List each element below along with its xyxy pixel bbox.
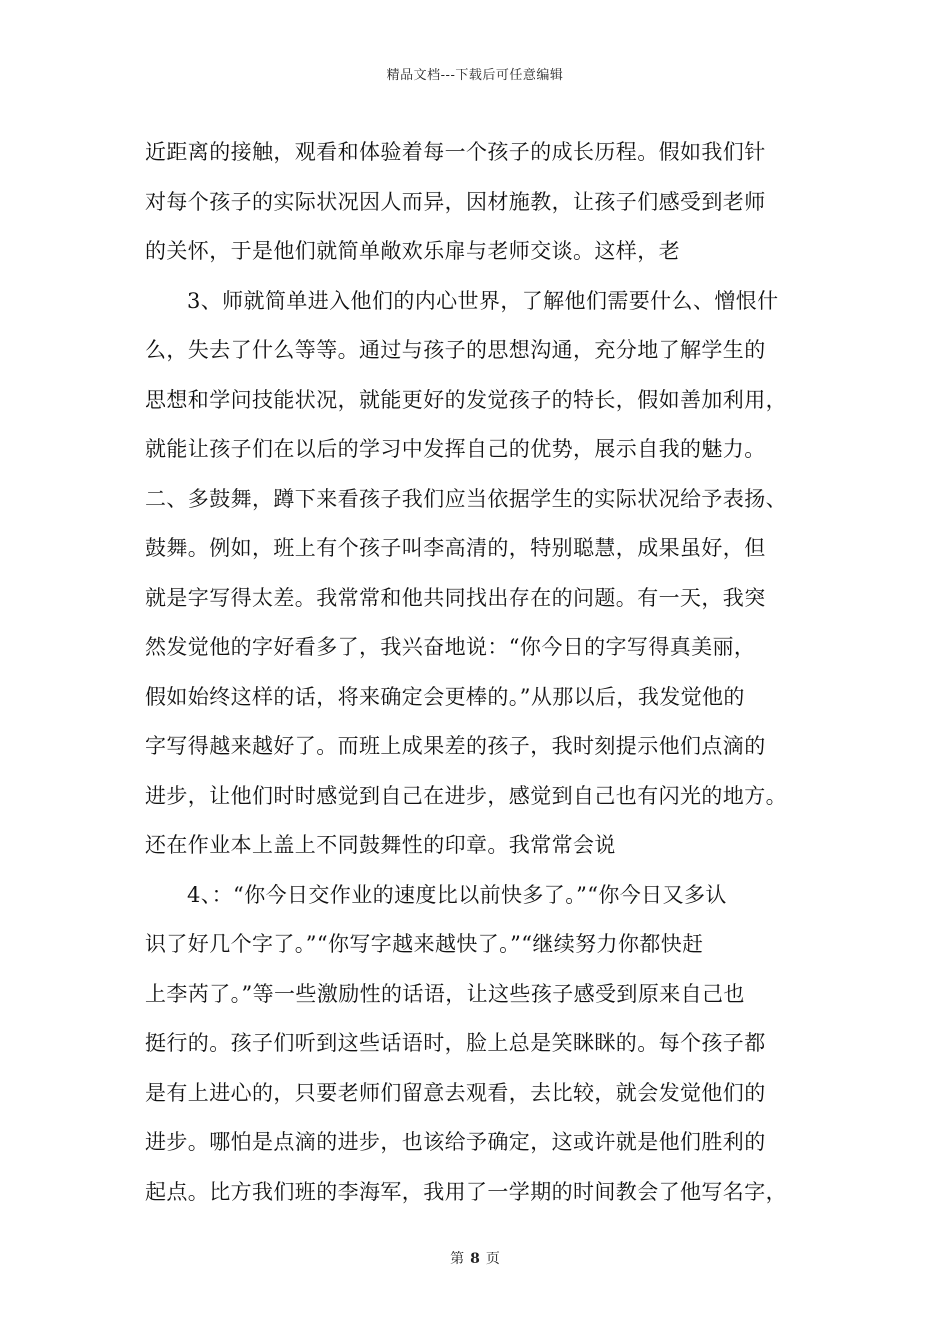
text-line: 进步。哪怕是点滴的进步，也该给予确定，这或许就是他们胜利的 — [145, 1130, 766, 1154]
text-line: 假如始终这样的话，将来确定会更棒的。”从那以后，我发觉他的 — [145, 684, 745, 709]
text-line: 识了好几个字了。”“你写字越来越快了。”“继续努力你都快赶 — [145, 932, 704, 956]
text-line: 么，失去了什么等等。通过与孩子的思想沟通，充分地了解学生的 — [145, 338, 766, 362]
text-line: 上李芮了。”等一些激励性的话语，让这些孩子感受到原来自己也 — [145, 981, 745, 1006]
text-line: 字写得越来越好了。而班上成果差的孩子，我时刻提示他们点滴的 — [145, 734, 766, 758]
text-line: 二、多鼓舞，蹲下来看孩子我们应当依据学生的实际状况给予表扬、 — [145, 486, 787, 511]
text-line: 进步，让他们时时感觉到自己在进步，感觉到自己也有闪光的地方。 — [145, 783, 787, 808]
text-line: 就能让孩子们在以后的学习中发挥自己的优势，展示自我的魅力。 — [145, 437, 766, 461]
page-number-prefix: 第 — [450, 1251, 465, 1267]
document-body — [145, 128, 835, 1217]
page-footer — [0, 1248, 950, 1268]
text-line: 3、师就简单进入他们的内心世界，了解他们需要什么、憎恨什 — [187, 288, 779, 313]
text-line: 然发觉他的字好看多了，我兴奋地说：“你今日的字写得真美丽， — [145, 635, 756, 659]
text-line: 起点。比方我们班的李海军，我用了一学期的时间教会了他写名字， — [145, 1179, 787, 1204]
text-line: 挺行的。孩子们听到这些话语时，脸上总是笑眯眯的。每个孩子都 — [145, 1031, 766, 1055]
text-line: 的关怀，于是他们就简单敞欢乐扉与老师交谈。这样，老 — [145, 239, 680, 263]
text-line: 鼓舞。例如，班上有个孩子叫李高清的，特别聪慧，成果虽好，但 — [145, 536, 766, 560]
text-line: 就是字写得太差。我常常和他共同找出存在的问题。有一天，我突 — [145, 585, 766, 610]
text-line: 对每个孩子的实际状况因人而异，因材施教，让孩子们感受到老师 — [145, 189, 766, 214]
page-header: 精品文档---下载后可任意编辑 — [386, 68, 564, 83]
text-line: 是有上进心的，只要老师们留意去观看，去比较，就会发觉他们的 — [145, 1080, 766, 1105]
page-number-suffix: 页 — [485, 1251, 500, 1267]
text-line: 还在作业本上盖上不同鼓舞性的印章。我常常会说 — [145, 833, 616, 857]
text-line: 思想和学问技能状况，就能更好的发觉孩子的特长，假如善加利用， — [145, 387, 787, 412]
page-number: 8 — [470, 1251, 480, 1267]
text-line: 4、：“你今日交作业的速度比以前快多了。”“你今日又多认 — [187, 882, 727, 907]
text-line: 近距离的接触，观看和体验着每一个孩子的成长历程。假如我们针 — [145, 140, 766, 164]
